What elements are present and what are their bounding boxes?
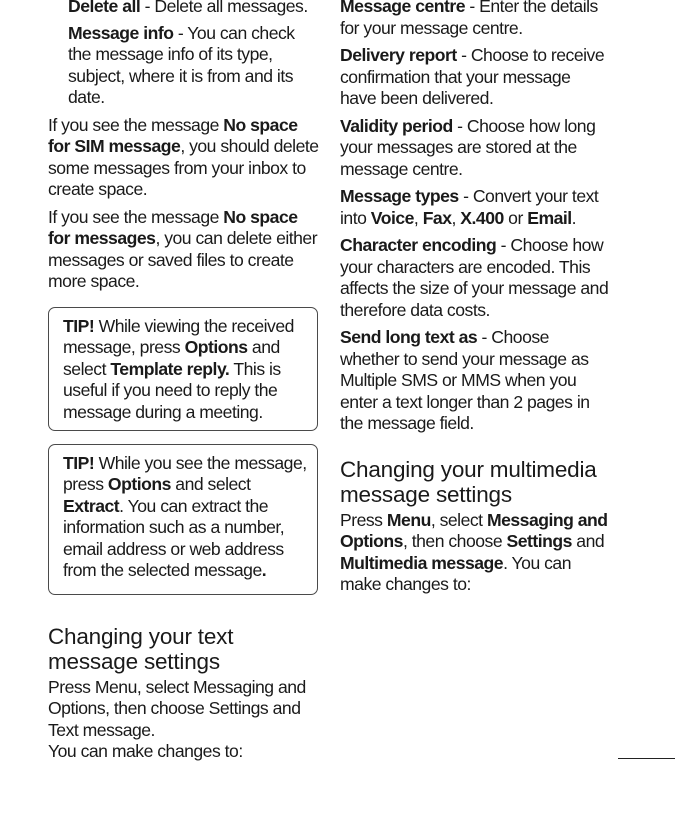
tip1-options: Options [184,337,248,357]
message-centre-text: - Enter the details for your message centre. [340,0,598,38]
tip2-text-3: . You can extract the information such as a number, email address or web address from the selected message [63,495,285,580]
message-info-label: Message info [68,22,174,43]
no-space-sim-paragraph [48,115,320,201]
no-space-msg-post: , you can delete either messages or saved files to create more space. [48,228,318,291]
page-rule [618,758,675,759]
tip1-template-reply: Template reply. [110,358,230,379]
mm-intro-text-2: , select [430,509,487,530]
multimedia-message-settings-heading: Changing your multimedia message settings [340,456,597,507]
mm-intro-settings: Settings [506,531,572,551]
send-long-text-text: - Choose whether to send your message as Multiple SMS or MMS when you enter a text longer than 2 pages in the message field. [340,327,590,433]
tip1-text-2: and select [63,337,280,379]
no-space-sim-post: , you should delete some messages from your inbox to create space. [48,136,319,199]
message-types-item [340,186,610,229]
message-type-voice: Voice [370,207,414,228]
validity-period-text: - Choose how long your messages are stored at the message centre. [340,115,596,179]
no-space-msg-label: No space for messages [48,206,298,248]
send-long-text-label: Send long text as [340,327,478,347]
message-types-comma-1: , [413,207,423,228]
message-centre-label: Message centre [340,0,466,16]
message-types-period: . [571,207,577,228]
no-space-sim-pre: If you see the message [48,114,224,135]
character-encoding-text: - Choose how your characters are encoded. This affects the size of your message and therefore data costs. [340,235,609,320]
message-info-item [48,23,320,109]
delivery-report-text: - Choose to receive confirmation that your message have been delivered. [340,45,605,108]
mm-intro-messaging: Messaging and Options [340,509,608,551]
validity-period-item [340,116,610,181]
message-type-x400: X.400 [460,207,504,228]
mm-intro-text-4: and [571,531,605,551]
text-settings-changes: You can make changes to: [48,741,243,761]
tip-extract-text [63,453,307,582]
message-centre-item [340,0,610,39]
message-types-text-1: - Convert your text into [340,186,599,228]
left-column [48,0,320,763]
message-types-comma-2: , [451,207,461,228]
delete-all-text: - Delete all messages. [140,0,308,16]
tip2-text-1: While you see the message, press [63,452,307,494]
text-message-settings-heading: Changing your text message settings [48,623,234,674]
tip1-text-1: While viewing the received message, press [63,315,294,357]
right-column [340,0,610,596]
delivery-report-item [340,45,610,110]
mm-intro-text-1: Press [340,509,387,530]
no-space-messages-paragraph [48,207,320,293]
character-encoding-item [340,235,610,321]
tip-box-extract [48,444,318,595]
tip1-text-3: This is useful if you need to reply the message during a meeting. [63,358,281,422]
message-type-fax: Fax [422,207,452,228]
delivery-report-label: Delivery report [340,45,457,65]
tip-box-template-reply [48,307,318,431]
character-encoding-label: Character encoding [340,235,497,255]
message-info-text: - You can check the message info of its type, subject, where it is from and its date. [68,22,295,107]
tip2-period: . [261,560,267,580]
send-long-text-item [340,327,610,435]
tip-label: TIP! [63,315,95,336]
message-type-email: Email [527,207,572,228]
message-types-label: Message types [340,186,459,206]
mm-intro-multimedia: Multimedia message [340,552,504,573]
text-settings-intro: Press Menu, select Messaging and Options, then choose Settings and Text message. [48,676,306,740]
tip2-text-2: and select [170,474,251,494]
tip2-extract: Extract [63,495,120,516]
no-space-msg-pre: If you see the message [48,206,224,227]
tip-template-reply-text [63,316,307,424]
mm-intro-text-3: , then choose [402,531,507,551]
validity-period-label: Validity period [340,115,453,136]
message-types-or: or [503,207,528,228]
tip2-options: Options [107,474,171,494]
mm-intro-menu: Menu [386,509,431,530]
multimedia-settings-intro [340,510,610,596]
tip-label: TIP! [63,452,95,473]
mm-intro-text-5: . You can make changes to: [340,552,571,594]
no-space-sim-label: No space for SIM message [48,114,298,156]
delete-all-item [48,0,320,18]
delete-all-label: Delete all [68,0,141,16]
